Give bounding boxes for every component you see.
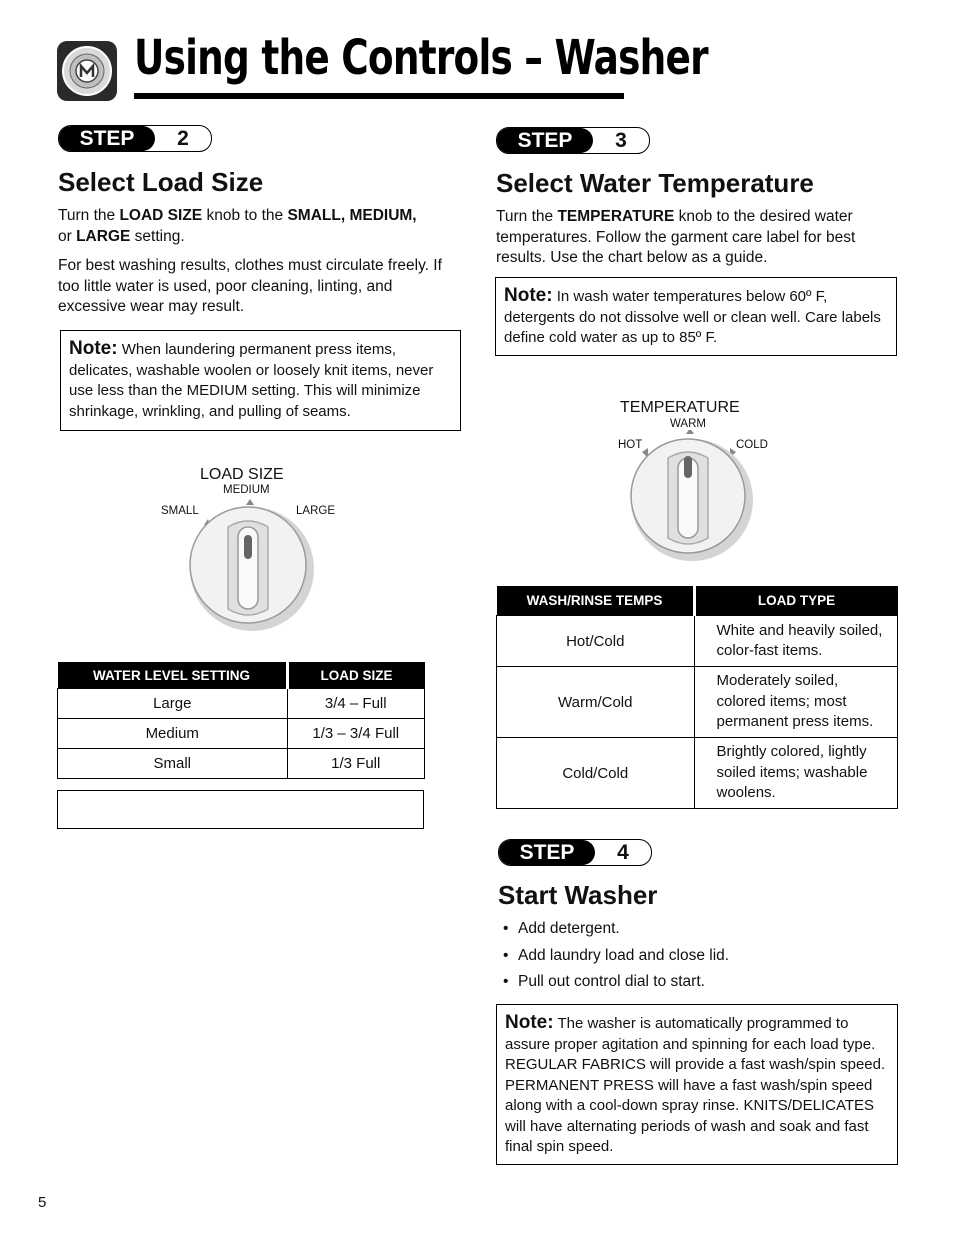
bullet: • [503,946,509,964]
table-row [497,667,898,738]
load-size-paragraph: For best washing results, clothes must circulate freely. If too little water is used, poor cleaning, linting, and excessive wear may result. [58,257,442,315]
brand-logo-icon [56,40,118,102]
table-row [58,719,425,749]
empty-box [57,790,424,829]
table-row [58,689,425,719]
load-size-note [60,330,461,431]
table-cell: Medium [58,719,288,749]
bullet: • [503,973,509,990]
list-item [498,973,898,1000]
list-item-text: Add laundry load and close lid. [518,946,730,964]
column-header: WATER LEVEL SETTING [58,662,288,689]
bold-text: SMALL, MEDIUM, [287,207,417,224]
list-item [498,947,898,974]
column-header: LOAD SIZE [287,662,425,689]
table-cell: Warm/Cold [497,667,695,738]
table-cell: Large [58,689,288,719]
step-number: 4 [617,840,629,864]
section-heading-water-temperature: Select Water Temperature [496,168,814,198]
start-washer-note [496,1004,898,1165]
list-item-text: Add detergent. [518,920,620,937]
list-item [498,920,898,947]
table-cell: White and heavily soiled, color-fast items. [694,616,898,667]
knob-label-top: WARM [670,418,706,430]
knob-label-top: MEDIUM [223,484,270,496]
page-number: 5 [38,1194,47,1211]
note-label: Note: [69,338,118,359]
bold-text: LOAD SIZE [119,207,203,224]
step-number: 2 [177,126,189,150]
text: or [58,227,77,245]
bold-text: LARGE [76,227,131,245]
section-heading-start-washer: Start Washer [498,880,658,910]
temperature-intro [496,207,896,269]
title-rule [134,93,624,99]
list-item-text: Pull out control dial to start. [518,973,705,990]
table-header-row [58,662,425,689]
text: Turn the [496,208,558,225]
text: knob to the desired water temperatures. Follow the garment care label for best results. Use the chart below as a guide. [496,208,856,266]
temperature-knob [622,430,758,564]
note-text: The washer is automatically programmed to assure proper agitation and spinning for each load type. REGULAR FABRICS will provide a fast wash/spin speed. PERMANENT PRESS will have a fast wash/spin speed along with a cool-down spray rinse. KNITS/DELICATES will have alternating periods of wash and soak and fast final spin speed. [505,1015,886,1155]
table-row [58,749,425,779]
table-row [497,616,898,667]
bold-text: TEMPERATURE [557,208,675,225]
bullet: • [503,920,509,937]
text: knob to the [202,207,288,224]
step-label: STEP [59,126,155,151]
step-label: STEP [499,840,595,865]
page-title: Using the Controls – Washer [134,30,708,86]
knob-title: LOAD SIZE [200,466,284,483]
table-cell: Brightly colored, lightly soiled items; washable woolens. [694,738,898,809]
text: setting. [130,227,185,245]
table-cell: Cold/Cold [497,738,695,809]
note-text: In wash water temperatures below 60º F, detergents do not dissolve well or clean well. Care labels define cold water as up to 85º F. [504,288,881,346]
load-size-intro [58,206,458,247]
knob-title: TEMPERATURE [620,399,740,416]
text: Turn the [58,207,120,224]
column-header: WASH/RINSE TEMPS [497,586,695,616]
water-level-table [57,662,425,779]
knob-label-left: SMALL [161,505,199,517]
table-cell: 1/3 Full [287,749,425,779]
temperature-note [495,277,897,356]
step-4-badge [498,839,652,866]
note-text: When laundering permanent press items, delicates, washable woolen or loosely knit items, never use less than the MEDIUM setting. This will minimize shrinkage, wrinkling, and pulling of seams. [69,341,434,420]
step-label: STEP [497,128,593,153]
note-label: Note: [504,285,553,306]
knob-label-left: HOT [618,439,643,451]
table-cell: Small [58,749,288,779]
table-cell: Hot/Cold [497,616,695,667]
temperature-table [496,586,898,809]
load-size-knob [180,497,320,633]
table-cell: Moderately soiled, colored items; most permanent press items. [694,667,898,738]
column-header: LOAD TYPE [694,586,898,616]
table-row [497,738,898,809]
section-heading-load-size: Select Load Size [58,167,264,197]
step-2-badge [58,125,212,152]
knob-label-right: LARGE [296,505,335,517]
table-cell: 1/3 – 3/4 Full [287,719,425,749]
table-header-row [497,586,898,616]
step-number: 3 [615,128,627,152]
note-label: Note: [505,1012,554,1033]
step-3-badge [496,127,650,154]
table-cell: 3/4 – Full [287,689,425,719]
start-washer-list [498,920,898,1000]
knob-label-right: COLD [736,439,768,451]
